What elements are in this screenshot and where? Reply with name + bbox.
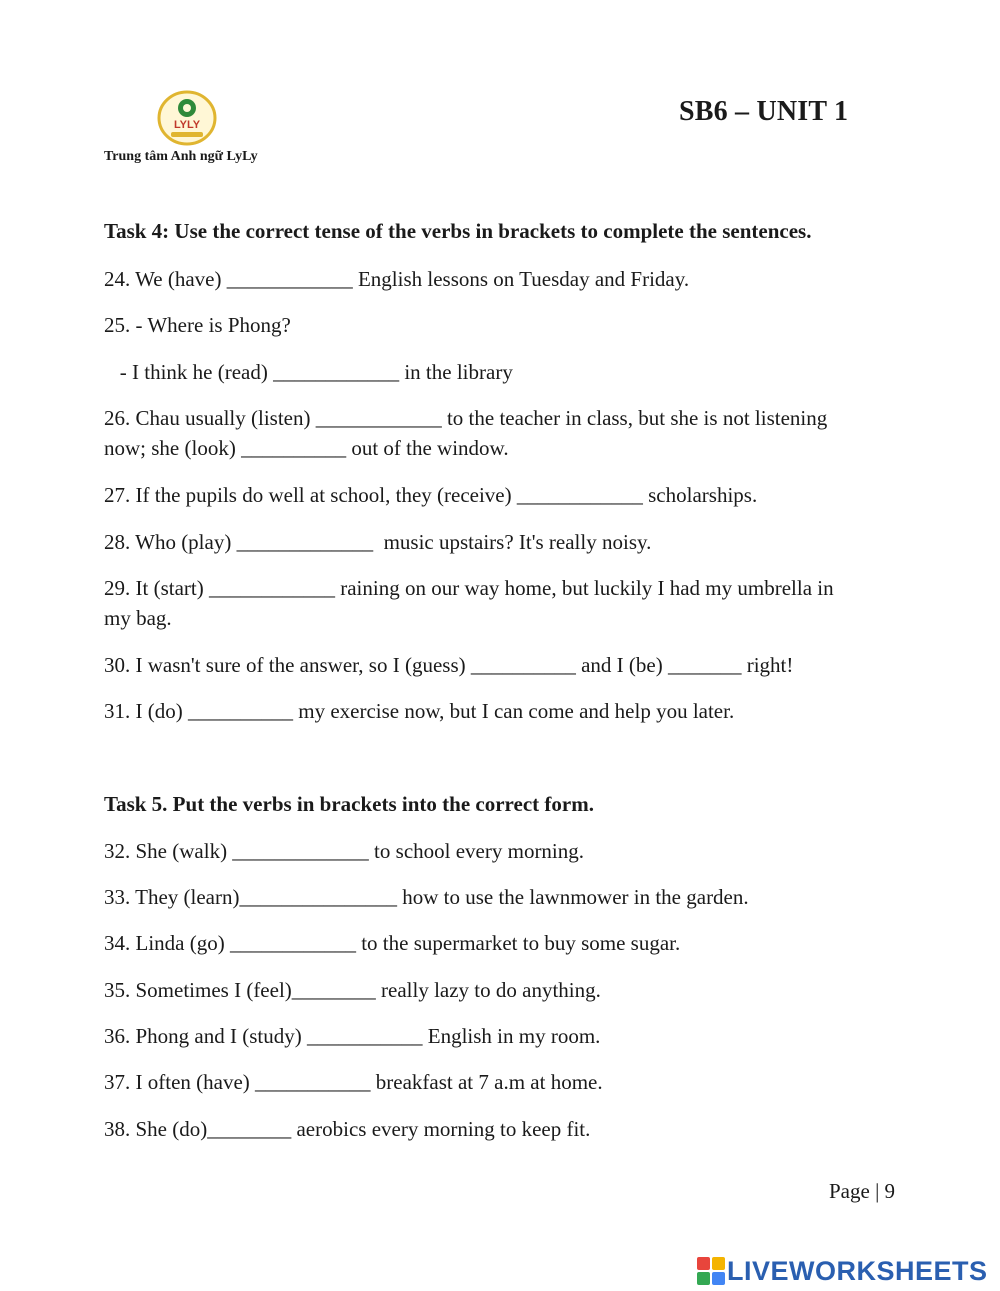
center-name: Trung tâm Anh ngữ LyLy [104,149,258,164]
task4-heading: Task 4: Use the correct tense of the verbs in brackets to complete the sentences. [104,219,812,243]
page-number: Page | 9 [829,1179,896,1203]
task5-line: 34. Linda (go) ____________ to the supermarket to buy some sugar. [104,931,681,955]
task5-heading: Task 5. Put the verbs in brackets into the correct form. [104,792,594,816]
task5-line: 33. They (learn)_______________ how to use the lawnmower in the garden. [104,885,749,909]
liveworksheets-icon [697,1257,725,1285]
task4-line: 31. I (do) __________ my exercise now, but I can come and help you later. [104,699,735,723]
task4-line: now; she (look) __________ out of the window. [104,436,509,460]
task4-line: 28. Who (play) _____________ music upstairs? It's really noisy. [104,530,652,554]
task4-line: 30. I wasn't sure of the answer, so I (guess) __________ and I (be) _______ right! [104,653,794,677]
task5-line: 35. Sometimes I (feel)________ really lazy to do anything. [104,978,601,1002]
task4-line: 27. If the pupils do well at school, they (receive) ____________ scholarships. [104,483,758,507]
task4-line: - I think he (read) ____________ in the library [104,360,513,384]
unit-title: SB6 – UNIT 1 [679,96,849,127]
task5-line: 36. Phong and I (study) ___________ English in my room. [104,1024,601,1048]
task4-line: 25. - Where is Phong? [104,313,291,337]
liveworksheets-watermark [697,1254,988,1288]
task4-line: 24. We (have) ____________ English lessons on Tuesday and Friday. [104,267,690,291]
liveworksheets-brand: LIVEWORKSHEETS [727,1255,988,1286]
task4-line: 29. It (start) ____________ raining on our way home, but luckily I had my umbrella in [104,576,834,600]
task5-line: 38. She (do)________ aerobics every morning to keep fit. [104,1117,591,1141]
task5-line: 32. She (walk) _____________ to school every morning. [104,839,585,863]
logo-text: LYLY [173,119,201,131]
center-logo [157,90,217,146]
task4-line: 26. Chau usually (listen) ____________ to the teacher in class, but she is not listening [104,406,828,430]
task5-line: 37. I often (have) ___________ breakfast at 7 a.m at home. [104,1070,603,1094]
task4-line: my bag. [104,606,172,630]
